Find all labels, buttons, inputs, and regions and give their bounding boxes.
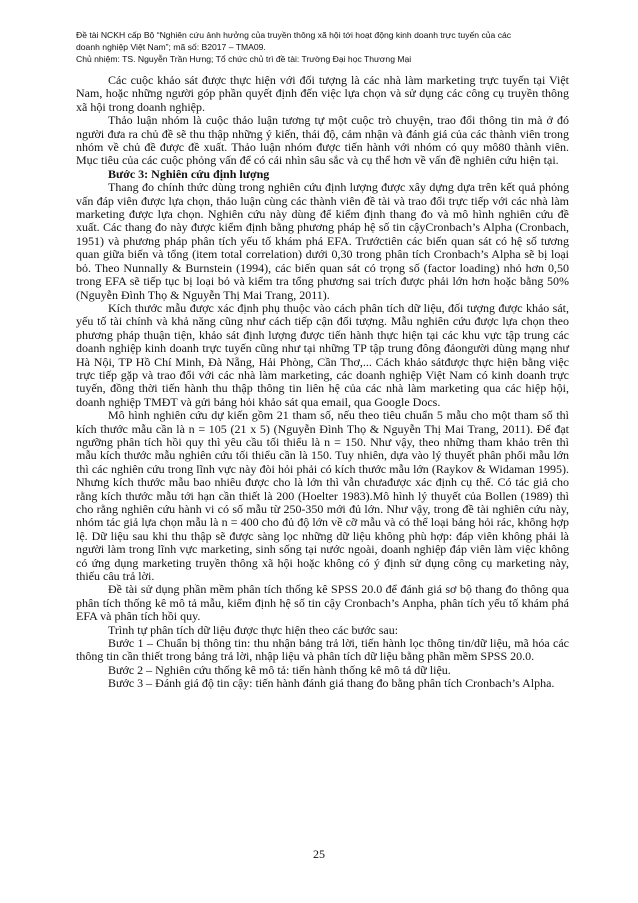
paragraph-sample-method: Kích thước mẫu được xác định phụ thuộc vào cách phân tích dữ liệu, đối tượng được khảo sát, yếu tố tài chính và khả năng cũng như cách tiếp cận đối tượng. Mẫu nghiên cứu được lựa chọn theo phương pháp thuận tiện, khảo sát định lượng được tiến hành thực hiện tại các khu vực tập trung các doanh nghiệp kinh doanh trực tuyến cũng như tại những TP tập trung đông đảongười dùng mạng như Hà Nội, TP Hồ Chí Minh, Đà Nẵng, Hải Phòng, Cần Thơ,... Cách khảo sátđược thực hiện bằng việc trực tiếp gặp và trao đổi với các nhà làm marketing, các doanh nghiệp Việt Nam có kinh doanh trực tuyến, đồng thời tiến hành thu thập thông tin liên hệ của các nhà làm marketing qua các hiệp hội, doanh nghiệp TMĐT và gửi bảng hỏi khảo sát qua email, qua Google Docs.	[76, 300, 569, 409]
header-line-2: doanh nghiệp Việt Nam”; mã số: B2017 – TMA09.	[76, 42, 266, 52]
page-header	[76, 29, 576, 65]
paragraph-step-1: Bước 1 – Chuẩn bị thông tin: thu nhận bảng trả lời, tiến hành lọc thông tin/dữ liệu, mã hóa các thông tin cần thiết trong bảng trả lời, nhập liệu và phân tích dữ liệu bằng phần mềm SPSS 20.0.	[76, 636, 569, 664]
page-number: 25	[313, 847, 325, 861]
paragraph-scale: Thang đo chính thức dùng trong nghiên cứu định lượng được xây dựng dựa trên kết quả phỏng vấn đáp viên được lựa chọn, thảo luận cùng các thành viên đề tài và trao đổi trực tiếp với các nhà làm marketing được lựa chọn. Nghiên cứu này dùng để kiểm định thang đo và mô hình nghiên cứu đề xuất. Các thang đo này được kiểm định bằng phương pháp hệ số tin cậyCronbach’s Alpha (Cronbach, 1951) và phương pháp phân tích yếu tố khám phá EFA. Trướctiên các biến quan sát có hệ số tương quan giữa biến và tổng (item total correlation) dưới 0,30 trong phân tích Cronbach’s Alpha sẽ bị loại bỏ. Theo Nunnally & Burnstein (1994), các biến quan sát có trọng số (factor loading) nhỏ hơn 0,50 trong EFA sẽ tiếp tục bị loại bỏ và kiểm tra tổng phương sai trích được phải lớn hơn hoặc bằng 50% (Nguyễn Đình Thọ & Nguyễn Thị Mai Trang, 2011).	[76, 180, 569, 302]
body-text	[76, 74, 569, 691]
paragraph-analysis-order: Trình tự phân tích dữ liệu được thực hiện theo các bước sau:	[108, 622, 399, 637]
paragraph-sample-size: Mô hình nghiên cứu dự kiến gồm 21 tham số, nếu theo tiêu chuẩn 5 mẫu cho một tham số thì kích thước mẫu cần là n = 105 (21 x 5) (Nguyễn Đình Thọ & Nguyễn Thị Mai Trang, 2011). Để đạt ngưỡng phân tích hồi quy thì yêu cầu tối thiểu là n = 150. Như vậy, theo những tham khảo trên thì mẫu kích thước mẫu nghiên cứu tối thiểu cần là 150. Tuy nhiên, dựa vào lý thuyết phân phối mẫu lớn thì các nghiên cứu trong lĩnh vực này đòi hỏi phải có kích thước mẫu lớn (Raykov & Widaman 1995). Nhưng kích thước mẫu bao nhiêu được cho là lớn thì vẫn chưađược xác định cụ thể. Có tác giả cho rằng kích thước mẫu tới hạn cần thiết là 200 (Hoelter 1983).Mô hình lý thuyết của Bollen (1989) thì cho rằng nghiên cứu hành vi có số mẫu từ 250-350 mới đủ lớn. Như vậy, trong đề tài nghiên cứu này, nhóm tác giả lựa chọn mẫu là n = 400 cho đủ độ lớn về cỡ mẫu và có thể loại bảng hỏi rác, không hợp lệ. Dữ liệu sau khi thu thập sẽ được sàng lọc những dữ liệu không phù hợp: đáp viên không phải là người làm trong lĩnh vực marketing, sinh sống tại nước ngoài, doanh nghiệp đáp viên làm việc không có ứng dụng marketing truyền thông xã hội hoặc không có ý định sử dụng công cụ marketing này, thiếu câu trả lời.	[76, 408, 569, 584]
header-line-3: Chủ nhiệm: TS. Nguyễn Trần Hưng; Tổ chức chủ trì đề tài: Trường Đại học Thương Mại	[76, 54, 412, 64]
paragraph-spss: Đề tài sử dụng phần mềm phân tích thống kê SPSS 20.0 để đánh giá sơ bộ thang đo thông qua phân tích thống kê mô tả mẫu, kiểm định hệ số tin cậy Cronbach’s Anpha, phân tích yếu tố khám phá EFA và phân tích hồi quy.	[76, 582, 569, 624]
paragraph-group-discussion: Thảo luận nhóm là cuộc thảo luận tương tự một cuộc trò chuyện, trao đổi thông tin mà ở đó người đưa ra chủ đề sẽ thu thập những ý kiến, thái độ, cảm nhận và đánh giá của các thành viên trong nhóm về chủ đề được đề xuất. Thảo luận nhóm được tiến hành với nhóm có quy mô80 thành viên. Mục tiêu của các cuộc phỏng vấn để có cái nhìn sâu sắc và cụ thể hơn về vấn đề nghiên cứu hiện tại.	[76, 113, 569, 168]
paragraph-step-2: Bước 2 – Nghiên cứu thống kê mô tả: tiến hành thống kê mô tả dữ liệu.	[108, 662, 451, 677]
header-line-1: Đề tài NCKH cấp Bộ “Nghiên cứu ảnh hưởng của truyền thông xã hội tới hoạt động kinh doanh trực tuyến của các	[76, 30, 512, 40]
paragraph-survey-subjects: Các cuộc khảo sát được thực hiện với đối tượng là các nhà làm marketing trực tuyến tại Việt Nam, hoặc những người góp phần quyết định đến việc lựa chọn và sử dụng các công cụ truyền thông xã hội trong doanh nghiệp.	[76, 73, 569, 114]
paragraph-step-3: Bước 3 – Đánh giá độ tin cậy: tiến hành đánh giá thang đo bằng phân tích Cronbach’s Alpha.	[108, 676, 555, 691]
section-heading-step-3: Bước 3: Nghiên cứu định lượng	[108, 166, 270, 181]
